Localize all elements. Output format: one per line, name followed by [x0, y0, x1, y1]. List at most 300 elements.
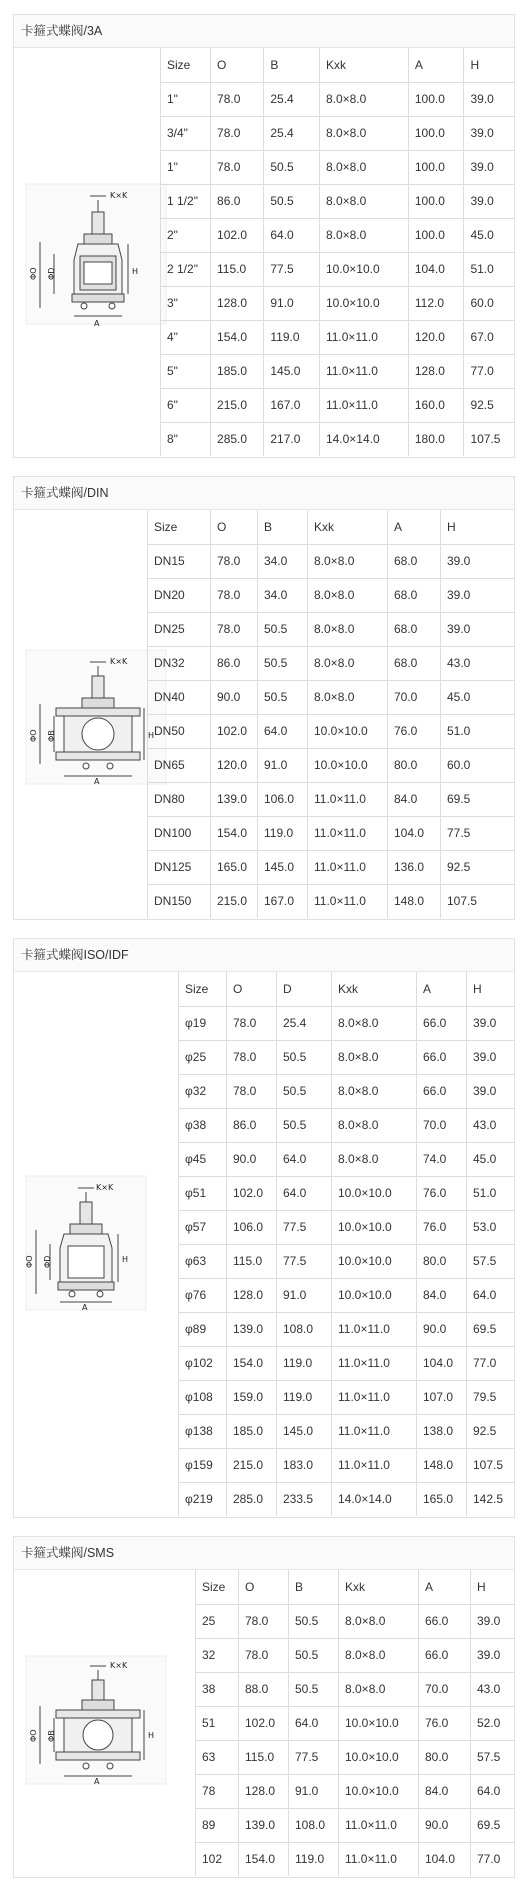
table-cell: 51 — [196, 1706, 239, 1740]
column-header: H — [464, 48, 514, 82]
table-cell: 78.0 — [227, 1040, 277, 1074]
table-cell: 4" — [161, 320, 211, 354]
table-cell: 8.0×8.0 — [319, 82, 408, 116]
table-cell: 120.0 — [211, 748, 258, 782]
table-cell: 69.5 — [441, 782, 515, 816]
table-cell: 25 — [196, 1604, 239, 1638]
table-cell: 104.0 — [419, 1842, 471, 1876]
table-cell: 11.0×11.0 — [308, 850, 388, 884]
table-cell: 8.0×8.0 — [319, 150, 408, 184]
table-cell: 86.0 — [211, 646, 258, 680]
table-cell: 165.0 — [211, 850, 258, 884]
section-body — [14, 510, 514, 919]
table-cell: 104.0 — [417, 1346, 467, 1380]
table-cell: 34.0 — [258, 578, 308, 612]
table-cell: 108.0 — [289, 1808, 339, 1842]
table-cell: 8.0×8.0 — [319, 116, 408, 150]
table-cell: φ138 — [179, 1414, 227, 1448]
table-row — [161, 252, 515, 286]
column-header: O — [227, 972, 277, 1006]
table-row — [196, 1740, 515, 1774]
table-cell: 66.0 — [419, 1604, 471, 1638]
valve-diagram — [20, 182, 170, 332]
table-cell: DN20 — [148, 578, 211, 612]
table-cell: 51.0 — [441, 714, 515, 748]
table-cell: 50.5 — [264, 184, 320, 218]
table-cell: 107.5 — [441, 884, 515, 918]
table-cell: 106.0 — [227, 1210, 277, 1244]
table-cell: 78.0 — [227, 1006, 277, 1040]
table-cell: 128.0 — [227, 1278, 277, 1312]
table-row — [179, 1074, 515, 1108]
table-cell: 60.0 — [464, 286, 514, 320]
section-iso-idf — [13, 938, 515, 1518]
table-cell: 10.0×10.0 — [339, 1706, 419, 1740]
table-cell: 102.0 — [239, 1706, 289, 1740]
table-cell: 10.0×10.0 — [319, 252, 408, 286]
table-cell: 79.5 — [467, 1380, 515, 1414]
table-cell: 154.0 — [211, 320, 264, 354]
table-cell: 128.0 — [408, 354, 464, 388]
table-cell: 11.0×11.0 — [339, 1808, 419, 1842]
table-cell: 160.0 — [408, 388, 464, 422]
table-row — [161, 184, 515, 218]
table-cell: 78.0 — [211, 150, 264, 184]
table-cell: 25.4 — [264, 82, 320, 116]
table-row — [179, 1244, 515, 1278]
table-cell: 8.0×8.0 — [319, 184, 408, 218]
table-cell: 100.0 — [408, 116, 464, 150]
table-cell: 64.0 — [467, 1278, 515, 1312]
diagram-label-a: A — [94, 319, 100, 328]
table-cell: 91.0 — [258, 748, 308, 782]
table-cell: 215.0 — [227, 1448, 277, 1482]
table-cell: 69.5 — [471, 1808, 515, 1842]
table-row — [148, 612, 515, 646]
table-cell: 50.5 — [289, 1672, 339, 1706]
table-row — [148, 544, 515, 578]
table-cell: 107.5 — [464, 422, 514, 456]
table-cell: φ57 — [179, 1210, 227, 1244]
table-cell: 215.0 — [211, 388, 264, 422]
diagram-label-h: H — [132, 267, 139, 276]
section-body — [14, 48, 514, 457]
table-cell: 10.0×10.0 — [332, 1244, 417, 1278]
table-cell: 57.5 — [471, 1740, 515, 1774]
table-cell: 11.0×11.0 — [332, 1448, 417, 1482]
table-cell: 92.5 — [467, 1414, 515, 1448]
diagram-label-a: A — [94, 777, 100, 786]
table-cell: 90.0 — [227, 1142, 277, 1176]
table-cell: 64.0 — [258, 714, 308, 748]
diagram-label-outer: ΦO — [29, 729, 38, 742]
table-cell: 10.0×10.0 — [308, 748, 388, 782]
table-cell: 63 — [196, 1740, 239, 1774]
table-cell: 78.0 — [239, 1604, 289, 1638]
table-cell: 50.5 — [264, 150, 320, 184]
table-cell: 8.0×8.0 — [332, 1074, 417, 1108]
table-cell: 100.0 — [408, 150, 464, 184]
table-cell: 11.0×11.0 — [308, 884, 388, 918]
section-din — [13, 476, 515, 920]
table-cell: 68.0 — [388, 544, 441, 578]
table-cell: 107.0 — [417, 1380, 467, 1414]
table-cell: 45.0 — [467, 1142, 515, 1176]
table-cell: 139.0 — [227, 1312, 277, 1346]
table-cell: 64.0 — [264, 218, 320, 252]
table-cell: 67.0 — [464, 320, 514, 354]
table-cell: 45.0 — [464, 218, 514, 252]
table-cell: 8.0×8.0 — [339, 1604, 419, 1638]
table-row — [161, 150, 515, 184]
table-cell: 115.0 — [227, 1244, 277, 1278]
diagram-label-outer: ΦO — [29, 1729, 38, 1742]
table-row — [179, 1278, 515, 1312]
table-row — [179, 1108, 515, 1142]
table-cell: 77.5 — [277, 1210, 332, 1244]
table-cell: 77.5 — [289, 1740, 339, 1774]
table-cell: DN65 — [148, 748, 211, 782]
table-cell: 78.0 — [211, 578, 258, 612]
column-header: A — [408, 48, 464, 82]
table-cell: 39.0 — [441, 544, 515, 578]
valve-diagram — [20, 1654, 170, 1788]
column-header: Kxk — [332, 972, 417, 1006]
table-cell: 52.0 — [471, 1706, 515, 1740]
table-cell: 154.0 — [239, 1842, 289, 1876]
header-row — [179, 972, 515, 1006]
table-cell: 11.0×11.0 — [308, 782, 388, 816]
column-header: B — [289, 1570, 339, 1604]
table-cell: 77.0 — [471, 1842, 515, 1876]
table-cell: φ45 — [179, 1142, 227, 1176]
table-cell: 53.0 — [467, 1210, 515, 1244]
diagram-label-outer: ΦO — [25, 1255, 34, 1268]
table-cell: 70.0 — [419, 1672, 471, 1706]
table-cell: 148.0 — [417, 1448, 467, 1482]
table-cell: 68.0 — [388, 646, 441, 680]
table-row — [148, 680, 515, 714]
table-cell: 8.0×8.0 — [332, 1006, 417, 1040]
table-row — [196, 1842, 515, 1876]
table-cell: 102.0 — [211, 714, 258, 748]
spec-table — [195, 1570, 515, 1876]
table-cell: 45.0 — [441, 680, 515, 714]
table-cell: 2 1/2" — [161, 252, 211, 286]
table-cell: 159.0 — [227, 1380, 277, 1414]
table-cell: 76.0 — [419, 1706, 471, 1740]
table-cell: 285.0 — [227, 1482, 277, 1516]
table-cell: 167.0 — [258, 884, 308, 918]
table-cell: 77.0 — [467, 1346, 515, 1380]
table-cell: 43.0 — [467, 1108, 515, 1142]
table-cell: DN50 — [148, 714, 211, 748]
column-header: A — [417, 972, 467, 1006]
table-cell: 91.0 — [264, 286, 320, 320]
diagram-label-inner: ΦD — [43, 1255, 52, 1268]
spec-table — [178, 972, 515, 1516]
table-cell: 11.0×11.0 — [319, 388, 408, 422]
table-cell: 3/4" — [161, 116, 211, 150]
table-cell: 3" — [161, 286, 211, 320]
table-cell: 10.0×10.0 — [339, 1774, 419, 1808]
table-cell: φ32 — [179, 1074, 227, 1108]
section-3a — [13, 14, 515, 458]
table-cell: 8.0×8.0 — [339, 1672, 419, 1706]
table-cell: φ38 — [179, 1108, 227, 1142]
section-title: 卡箍式蝶阀ISO/IDF — [14, 939, 514, 972]
column-header: Size — [179, 972, 227, 1006]
table-row — [179, 1380, 515, 1414]
table-cell: 11.0×11.0 — [339, 1842, 419, 1876]
table-row — [179, 1006, 515, 1040]
diagram-label-inner: ΦB — [47, 1730, 56, 1742]
table-cell: 119.0 — [289, 1842, 339, 1876]
valve-diagram — [20, 1174, 150, 1314]
table-cell: 78.0 — [239, 1638, 289, 1672]
table-cell: 183.0 — [277, 1448, 332, 1482]
table-cell: 8.0×8.0 — [308, 578, 388, 612]
table-cell: 57.5 — [467, 1244, 515, 1278]
table-cell: DN40 — [148, 680, 211, 714]
table-cell: 66.0 — [419, 1638, 471, 1672]
table-cell: 90.0 — [211, 680, 258, 714]
table-cell: 51.0 — [467, 1176, 515, 1210]
table-cell: 102.0 — [227, 1176, 277, 1210]
table-cell: φ25 — [179, 1040, 227, 1074]
table-cell: φ51 — [179, 1176, 227, 1210]
table-cell: 39.0 — [467, 1040, 515, 1074]
table-cell: 8.0×8.0 — [332, 1142, 417, 1176]
table-cell: 145.0 — [258, 850, 308, 884]
table-cell: 77.5 — [264, 252, 320, 286]
table-row — [148, 816, 515, 850]
table-cell: 11.0×11.0 — [332, 1380, 417, 1414]
table-cell: 39.0 — [464, 82, 514, 116]
table-cell: 8" — [161, 422, 211, 456]
section-body — [14, 972, 514, 1517]
table-cell: 104.0 — [408, 252, 464, 286]
section-body — [14, 1570, 514, 1877]
table-cell: 154.0 — [227, 1346, 277, 1380]
table-cell: 39.0 — [471, 1638, 515, 1672]
table-cell: 92.5 — [464, 388, 514, 422]
table-cell: 39.0 — [441, 612, 515, 646]
table-cell: φ102 — [179, 1346, 227, 1380]
table-row — [196, 1638, 515, 1672]
spec-table — [147, 510, 515, 918]
table-row — [196, 1774, 515, 1808]
table-cell: 100.0 — [408, 184, 464, 218]
column-header: Size — [161, 48, 211, 82]
table-cell: 25.4 — [277, 1006, 332, 1040]
table-cell: 11.0×11.0 — [319, 354, 408, 388]
table-row — [179, 1176, 515, 1210]
table-cell: 88.0 — [239, 1672, 289, 1706]
table-cell: 10.0×10.0 — [308, 714, 388, 748]
diagram-label-kk: K×K — [110, 657, 128, 666]
table-cell: 50.5 — [277, 1074, 332, 1108]
table-cell: 185.0 — [211, 354, 264, 388]
table-cell: 43.0 — [441, 646, 515, 680]
table-cell: 10.0×10.0 — [339, 1740, 419, 1774]
table-cell: 14.0×14.0 — [319, 422, 408, 456]
diagram-label-inner: ΦD — [47, 267, 56, 280]
table-cell: 107.5 — [467, 1448, 515, 1482]
table-cell: 84.0 — [388, 782, 441, 816]
diagram-label-h: H — [122, 1255, 129, 1264]
table-cell: 39.0 — [467, 1074, 515, 1108]
table-row — [161, 286, 515, 320]
table-cell: 100.0 — [408, 218, 464, 252]
section-title: 卡箍式蝶阀/3A — [14, 15, 514, 48]
table-row — [148, 748, 515, 782]
table-cell: 14.0×14.0 — [332, 1482, 417, 1516]
table-row — [148, 782, 515, 816]
table-cell: 11.0×11.0 — [319, 320, 408, 354]
table-cell: 32 — [196, 1638, 239, 1672]
table-cell: DN15 — [148, 544, 211, 578]
table-cell: 6" — [161, 388, 211, 422]
table-row — [148, 884, 515, 918]
table-cell: DN100 — [148, 816, 211, 850]
column-header: Kxk — [308, 510, 388, 544]
table-cell: 39.0 — [441, 578, 515, 612]
table-cell: 119.0 — [258, 816, 308, 850]
table-cell: 2" — [161, 218, 211, 252]
table-row — [161, 320, 515, 354]
table-cell: 76.0 — [417, 1176, 467, 1210]
table-cell: 39.0 — [464, 116, 514, 150]
table-cell: 11.0×11.0 — [332, 1346, 417, 1380]
table-row — [161, 82, 515, 116]
table-cell: 64.0 — [277, 1176, 332, 1210]
header-row — [196, 1570, 515, 1604]
table-cell: 139.0 — [211, 782, 258, 816]
column-header: Kxk — [339, 1570, 419, 1604]
table-cell: 86.0 — [227, 1108, 277, 1142]
section-title: 卡箍式蝶阀/SMS — [14, 1537, 514, 1570]
table-cell: 11.0×11.0 — [332, 1414, 417, 1448]
table-row — [148, 578, 515, 612]
column-header: O — [211, 48, 264, 82]
table-row — [196, 1706, 515, 1740]
table-cell: 80.0 — [417, 1244, 467, 1278]
table-cell: 167.0 — [264, 388, 320, 422]
table-row — [161, 354, 515, 388]
table-cell: 60.0 — [441, 748, 515, 782]
table-cell: 106.0 — [258, 782, 308, 816]
diagram-label-a: A — [82, 1303, 88, 1312]
table-cell: 50.5 — [258, 646, 308, 680]
table-cell: 138.0 — [417, 1414, 467, 1448]
table-cell: 90.0 — [419, 1808, 471, 1842]
table-cell: 285.0 — [211, 422, 264, 456]
table-cell: 80.0 — [419, 1740, 471, 1774]
table-cell: 5" — [161, 354, 211, 388]
table-cell: 1" — [161, 82, 211, 116]
column-header: B — [264, 48, 320, 82]
table-cell: φ159 — [179, 1448, 227, 1482]
table-cell: 8.0×8.0 — [332, 1040, 417, 1074]
table-cell: 78.0 — [211, 82, 264, 116]
diagram-label-kk: K×K — [96, 1183, 114, 1192]
table-cell: 112.0 — [408, 286, 464, 320]
table-cell: 128.0 — [239, 1774, 289, 1808]
column-header: Size — [148, 510, 211, 544]
table-cell: 154.0 — [211, 816, 258, 850]
header-row — [148, 510, 515, 544]
table-row — [196, 1604, 515, 1638]
table-cell: φ76 — [179, 1278, 227, 1312]
table-cell: DN150 — [148, 884, 211, 918]
table-cell: 233.5 — [277, 1482, 332, 1516]
table-row — [161, 218, 515, 252]
spec-table — [160, 48, 514, 456]
column-header: B — [258, 510, 308, 544]
table-cell: 10.0×10.0 — [332, 1176, 417, 1210]
table-cell: 1 1/2" — [161, 184, 211, 218]
table-cell: 8.0×8.0 — [339, 1638, 419, 1672]
table-row — [179, 1210, 515, 1244]
table-cell: 1" — [161, 150, 211, 184]
table-cell: 77.5 — [277, 1244, 332, 1278]
table-cell: 50.5 — [258, 612, 308, 646]
column-header: Kxk — [319, 48, 408, 82]
table-row — [161, 422, 515, 456]
table-cell: 69.5 — [467, 1312, 515, 1346]
table-row — [196, 1808, 515, 1842]
table-cell: 8.0×8.0 — [308, 646, 388, 680]
table-cell: DN32 — [148, 646, 211, 680]
table-row — [179, 1482, 515, 1516]
table-cell: 119.0 — [277, 1346, 332, 1380]
table-cell: 139.0 — [239, 1808, 289, 1842]
table-cell: 50.5 — [277, 1108, 332, 1142]
table-cell: 74.0 — [417, 1142, 467, 1176]
table-cell: 78.0 — [227, 1074, 277, 1108]
table-cell: DN25 — [148, 612, 211, 646]
table-cell: 108.0 — [277, 1312, 332, 1346]
table-cell: 10.0×10.0 — [319, 286, 408, 320]
diagram-label-outer: ΦO — [29, 267, 38, 280]
table-cell: 25.4 — [264, 116, 320, 150]
table-row — [148, 850, 515, 884]
table-cell: 84.0 — [417, 1278, 467, 1312]
table-cell: DN125 — [148, 850, 211, 884]
table-row — [148, 646, 515, 680]
table-cell: 120.0 — [408, 320, 464, 354]
table-cell: 39.0 — [464, 150, 514, 184]
table-row — [179, 1142, 515, 1176]
table-cell: 89 — [196, 1808, 239, 1842]
table-cell: φ19 — [179, 1006, 227, 1040]
table-cell: 115.0 — [239, 1740, 289, 1774]
table-cell: 115.0 — [211, 252, 264, 286]
section-sms — [13, 1536, 515, 1878]
table-row — [179, 1414, 515, 1448]
diagram-label-h: H — [148, 1731, 155, 1740]
table-cell: DN80 — [148, 782, 211, 816]
table-cell: 39.0 — [467, 1006, 515, 1040]
table-cell: 180.0 — [408, 422, 464, 456]
diagram-label-kk: K×K — [110, 191, 128, 200]
table-cell: 217.0 — [264, 422, 320, 456]
table-cell: 50.5 — [289, 1638, 339, 1672]
table-cell: 8.0×8.0 — [308, 680, 388, 714]
column-header: H — [471, 1570, 515, 1604]
table-cell: 84.0 — [419, 1774, 471, 1808]
